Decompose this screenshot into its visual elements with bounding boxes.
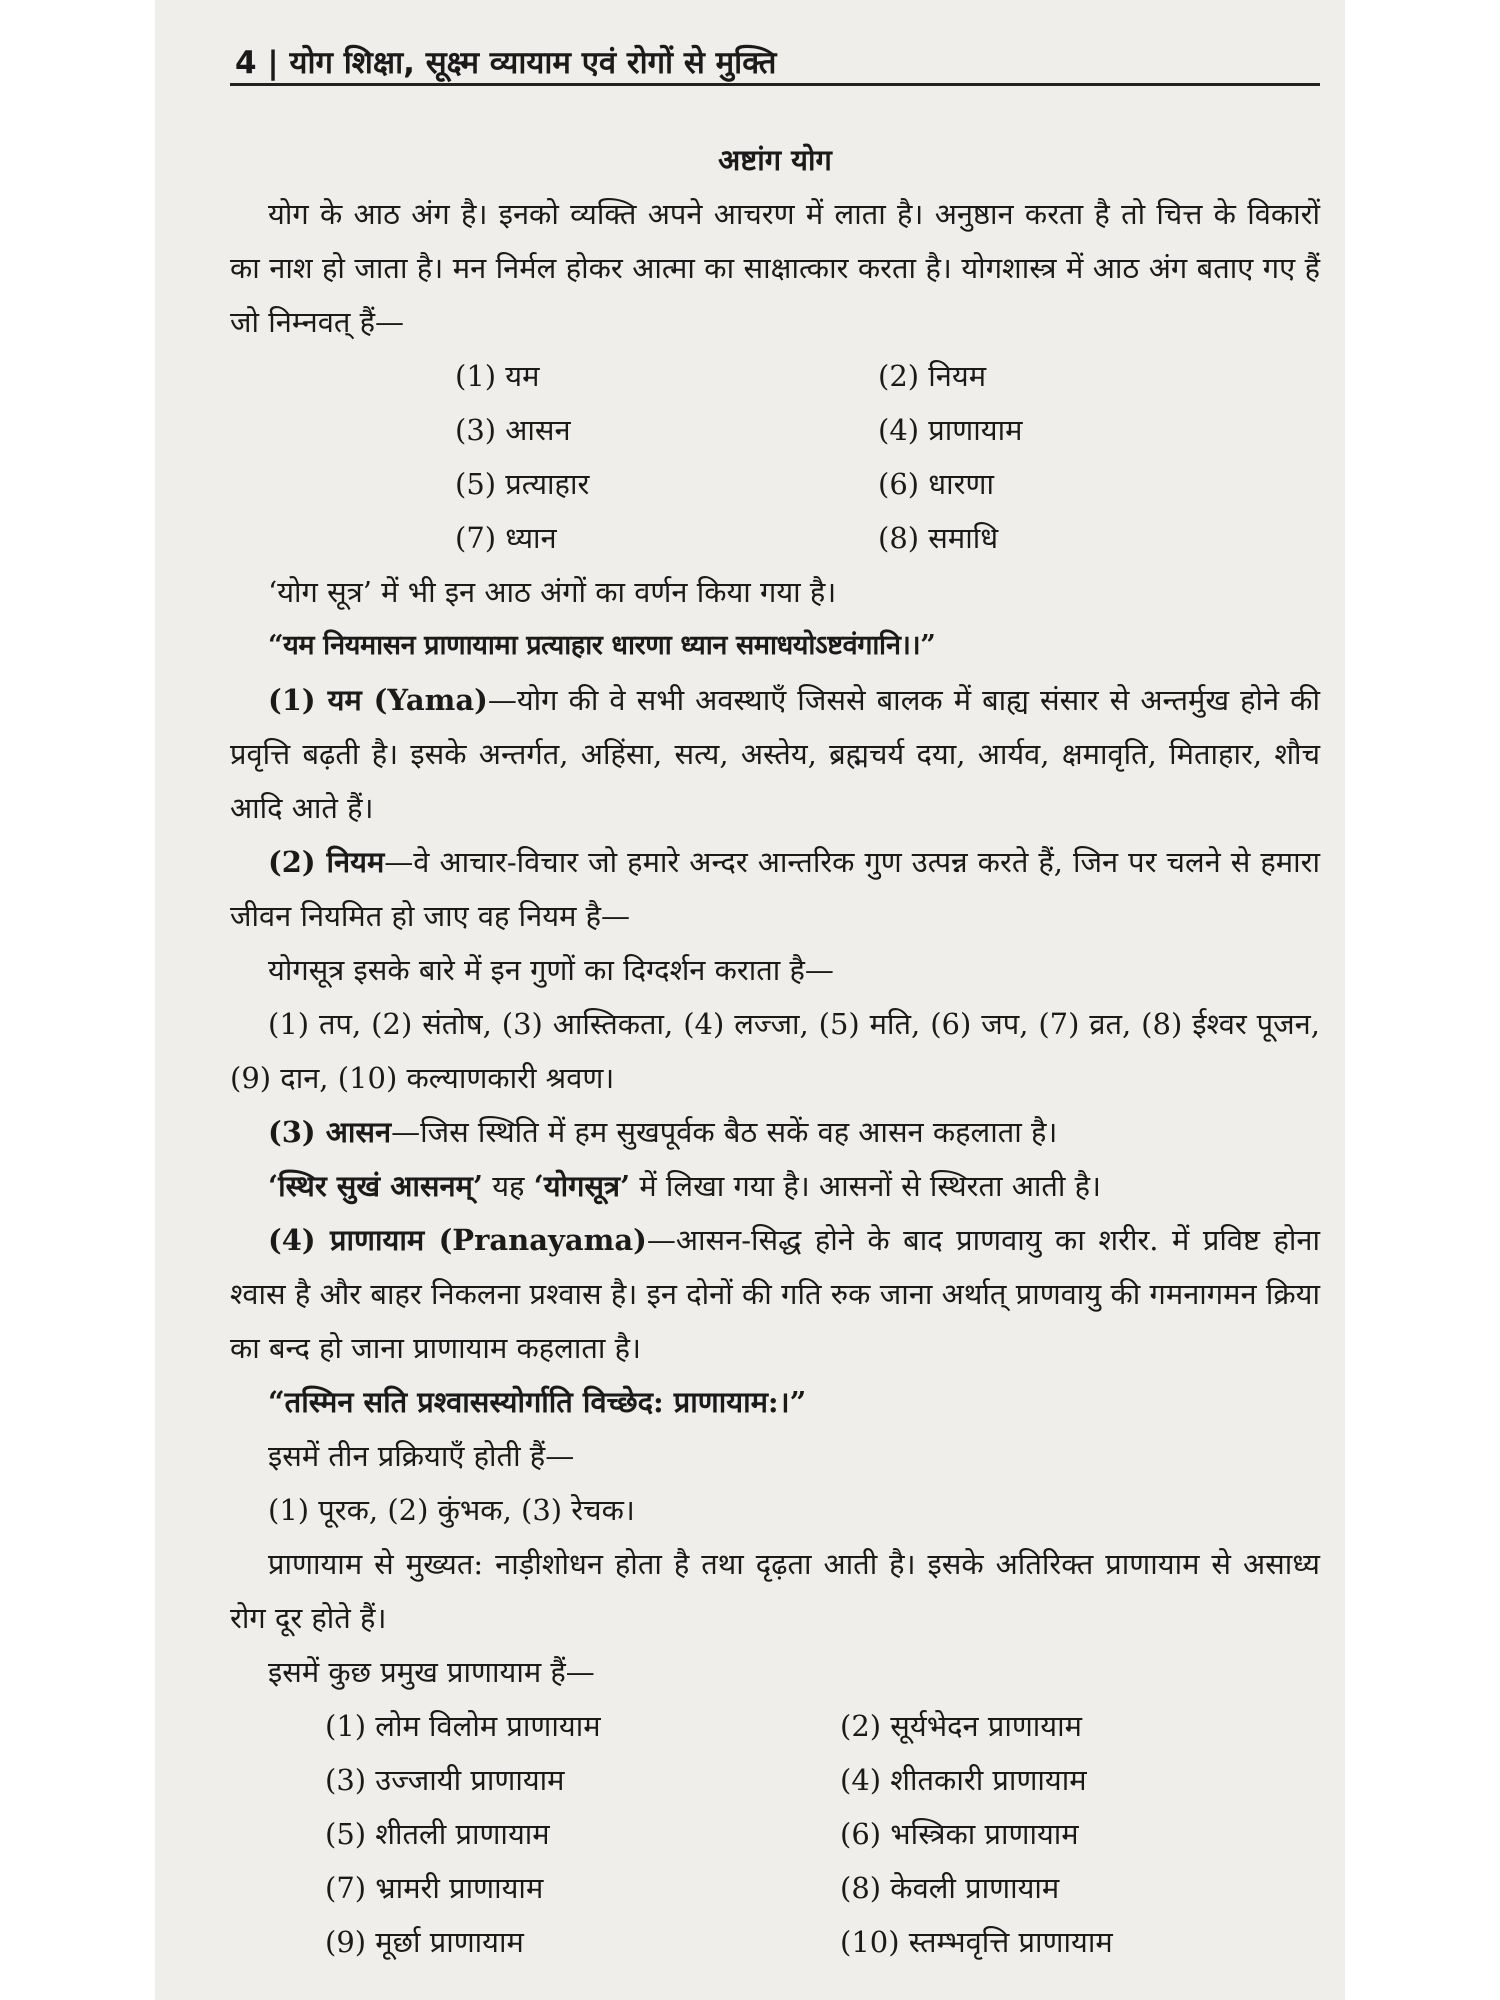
list-item: [230, 457, 1320, 511]
page-body: [230, 133, 1320, 1969]
yama-paragraph: [230, 673, 1320, 835]
pranayam-text: —आसन-सिद्ध होने के बाद प्राणवायु का शरीर. में प्रविष्ट होना श्वास है और बाहर निकलना प्रश्वास है। इन दोनों की गति रुक जाना अर्थात् प्राणवायु की गमनागमन क्रिया का बन्द हो जाना प्राणायाम कहलाता है।: [230, 1223, 1321, 1365]
pranayam-type: (2) सूर्यभेदन प्राणायाम: [840, 1709, 1082, 1743]
pranayam-type: (3) उज्जायी प्राणायाम: [325, 1763, 565, 1797]
yoga-sutra-line: ‘योग सूत्र’ में भी इन आठ अंगों का वर्णन किया गया है।: [268, 575, 837, 609]
pranayam-type: (9) मूर्छा प्राणायाम: [325, 1925, 524, 1959]
intro-paragraph: योग के आठ अंग है। इनको व्यक्ति अपने आचरण में लाता है। अनुष्ठान करता है तो चित्त के विकारों का नाश हो जाता है। मन निर्मल होकर आत्मा का साक्षात्कार करता है। योगशास्त्र में आठ अंग बताए गए हैं जो निम्नवत् हैं—: [230, 197, 1320, 339]
asan-quote-paragraph: [230, 1159, 1320, 1213]
asan-quote-source: ‘योगसूत्र’: [533, 1169, 631, 1203]
niyam-list: (1) तप, (2) संतोष, (3) आस्तिकता, (4) लज्जा, (5) मति, (6) जप, (7) व्रत, (8) ईश्वर पूजन, (9) दान, (10) कल्याणकारी श्रवण।: [230, 1007, 1320, 1095]
yama-heading: (1) यम (Yama): [268, 683, 488, 717]
pranayam-process-intro: इसमें तीन प्रक्रियाएँ होती हैं—: [268, 1439, 575, 1473]
pranayam-paragraph: [230, 1213, 1320, 1375]
pranayam-type: (8) केवली प्राणायाम: [840, 1871, 1060, 1905]
pranayam-types-list: [230, 1699, 1320, 1969]
pranayam-benefit: प्राणायाम से मुख्यत: नाड़ीशोधन होता है तथा दृढ़ता आती है। इसके अतिरिक्त प्राणायाम से असाध्य रोग दूर होते हैं।: [230, 1547, 1320, 1635]
yama-text: —योग की वे सभी अवस्थाएँ जिससे बालक में बाह्य संसार से अन्तर्मुख होने की प्रवृत्ति बढ़ती है। इसके अन्तर्गत, अहिंसा, सत्य, अस्तेय, ब्रह्मचर्य दया, आर्यव, क्षमावृति, मिताहार, शौच आदि आते हैं।: [230, 683, 1320, 825]
pranayam-type: (5) शीतली प्राणायाम: [325, 1817, 550, 1851]
running-header: [235, 40, 1315, 86]
limb-item: (7) ध्यान: [455, 521, 557, 555]
pranayam-heading: (4) प्राणायाम (Pranayama): [268, 1223, 647, 1257]
list-item: [230, 1915, 1320, 1969]
header-separator: |: [267, 45, 279, 81]
niyam-heading: (2) नियम: [268, 845, 385, 879]
page-number: 4: [235, 45, 257, 81]
list-item: [230, 403, 1320, 457]
list-item: [230, 1861, 1320, 1915]
niyam-text: —वे आचार-विचार जो हमारे अन्दर आन्तरिक गुण उत्पन्न करते हैं, जिन पर चलने से हमारा जीवन नियमित हो जाए वह नियम है—: [230, 845, 1320, 933]
limb-item: (5) प्रत्याहार: [455, 467, 590, 501]
limb-item: (1) यम: [455, 359, 540, 393]
asan-quote-text: यह: [483, 1169, 534, 1203]
book-title: योग शिक्षा, सूक्ष्म व्यायाम एवं रोगों से मुक्ति: [289, 45, 777, 81]
list-item: [230, 1699, 1320, 1753]
asan-quote: ‘स्थिर सुखं आसनम्’: [268, 1169, 483, 1203]
asan-paragraph: [230, 1105, 1320, 1159]
pranayam-type: (10) स्तम्भवृत्ति प्राणायाम: [840, 1925, 1113, 1959]
limb-item: (3) आसन: [455, 413, 571, 447]
list-item: [230, 1807, 1320, 1861]
asan-text: —जिस स्थिति में हम सुखपूर्वक बैठ सकें वह आसन कहलाता है।: [391, 1115, 1058, 1149]
pranayam-type: (4) शीतकारी प्राणायाम: [840, 1763, 1087, 1797]
limb-item: (4) प्राणायाम: [878, 413, 1023, 447]
list-item: [230, 349, 1320, 403]
asan-quote-text-2: में लिखा गया है। आसनों से स्थिरता आती है।: [630, 1169, 1102, 1203]
pranayam-type: (6) भस्त्रिका प्राणायाम: [840, 1817, 1079, 1851]
list-item: [230, 511, 1320, 565]
limb-item: (2) नियम: [878, 359, 987, 393]
limbs-list: [230, 349, 1320, 565]
asan-heading: (3) आसन: [268, 1115, 392, 1149]
section-title: अष्टांग योग: [718, 143, 832, 177]
pranayam-type: (7) भ्रामरी प्राणायाम: [325, 1871, 544, 1905]
limb-item: (6) धारणा: [878, 467, 994, 501]
pranayam-processes: (1) पूरक, (2) कुंभक, (3) रेचक।: [268, 1493, 635, 1527]
header-rule: [230, 83, 1320, 86]
pranayam-quote: “तस्मिन सति प्रश्वासस्योर्गाति विच्छेद: प्राणायाम:।”: [268, 1385, 807, 1419]
sutra-quote: “यम नियमासन प्राणायामा प्रत्याहार धारणा ध्यान समाधयोऽष्टवंगानि।।”: [268, 630, 936, 661]
pranayam-types-intro: इसमें कुछ प्रमुख प्राणायाम हैं—: [268, 1655, 595, 1689]
list-item: [230, 1753, 1320, 1807]
niyam-paragraph: [230, 835, 1320, 943]
pranayam-type: (1) लोम विलोम प्राणायाम: [325, 1709, 601, 1743]
niyam-line2: योगसूत्र इसके बारे में इन गुणों का दिग्दर्शन कराता है—: [268, 953, 834, 987]
limb-item: (8) समाधि: [878, 521, 999, 555]
